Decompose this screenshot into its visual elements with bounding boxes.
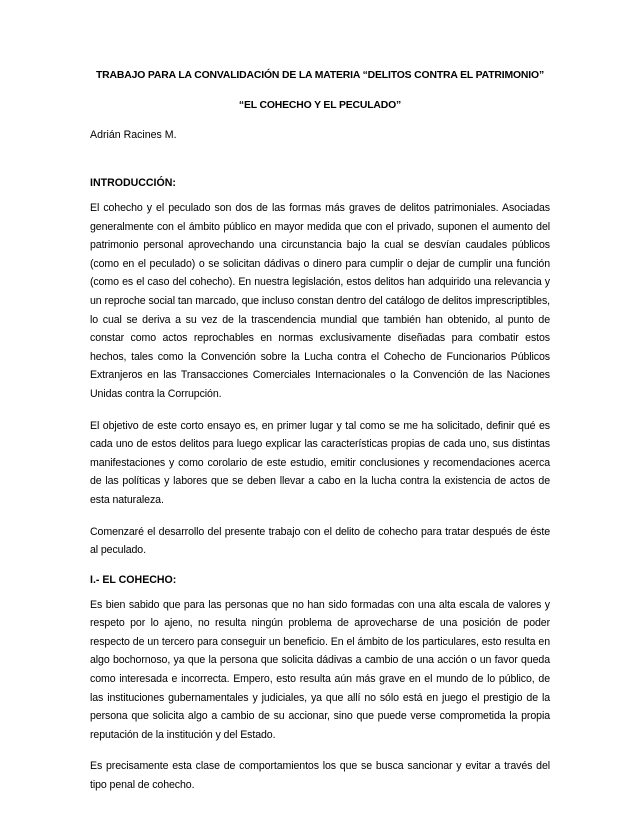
section-heading-introduccion: INTRODUCCIÓN: bbox=[90, 177, 176, 189]
paragraph: Comenzaré el desarrollo del presente trabajo con el delito de cohecho para tratar después de éste al peculado. bbox=[90, 525, 550, 557]
paragraph: El cohecho y el peculado son dos de las formas más graves de delitos patrimoniales. Asociadas generalmente con el ámbito público en mayor medida que con el privado, suponen el aumento del patrimonio personal aprovechando una circunstancia bajo la cual se desvían caudales públicos (como en el peculado) o se solicitan dádivas o dinero para cumplir o dejar de cumplir una función (como es el caso del cohecho). En nuestra legislación, estos delitos han adquirido una relevancia y un reproche social tan marcado, que incluso constan dentro del catálogo de delitos imprescriptibles, lo cual se deriva a su vez de la trascendencia mundial que también han obtenido, al punto de constar como actos reprochables en normas exclusivamente diseñadas para combatir estos hechos, tales como la Convención sobre la Lucha contra el Cohecho de Funcionarios Públicos Extranjeros en las Transacciones Comerciales Internacionales o la Convención de las Naciones Unidas contra la Corrupción. bbox=[90, 202, 550, 400]
document-author: Adrián Racines M. bbox=[90, 129, 177, 141]
document-page bbox=[90, 69, 550, 795]
document-subtitle: “EL COHECHO Y EL PECULADO” bbox=[238, 100, 402, 111]
paragraph: El objetivo de este corto ensayo es, en primer lugar y tal como se me ha solicitado, definir qué es cada uno de estos delitos para luego explicar las características propias de cada uno, sus distintas manifestaciones y como corolario de este estudio, emitir conclusiones y recomendaciones acerca de las políticas y labores que se deben llevar a cabo en la lucha contra la existencia de actos de esta naturaleza. bbox=[90, 419, 550, 506]
paragraph: Es bien sabido que para las personas que no han sido formadas con una alta escala de valores y respeto por lo ajeno, no resulta ningún problema de aprovecharse de una posición de poder respecto de un tercero para conseguir un beneficio. En el ámbito de los particulares, esto resulta en algo bochornoso, ya que la persona que solicita dádivas a cambio de una acción o un favor queda como interesada e incorrecta. Empero, esto resulta aún más grave en el mundo de lo público, de las instituciones gubernamentales y judiciales, ya que allí no sólo está en juego el prestigio de la persona que solicita algo a cambio de su accionar, sino que puede verse comprometida la propia reputación de la institución y del Estado. bbox=[90, 598, 550, 741]
section-heading-cohecho: I.- EL COHECHO: bbox=[90, 573, 177, 586]
document-title: TRABAJO PARA LA CONVALIDACIÓN DE LA MATERIA “DELITOS CONTRA EL PATRIMONIO” bbox=[95, 70, 544, 81]
paragraph: Es precisamente esta clase de comportamientos los que se busca sancionar y evitar a través del tipo penal de cohecho. bbox=[90, 760, 550, 792]
